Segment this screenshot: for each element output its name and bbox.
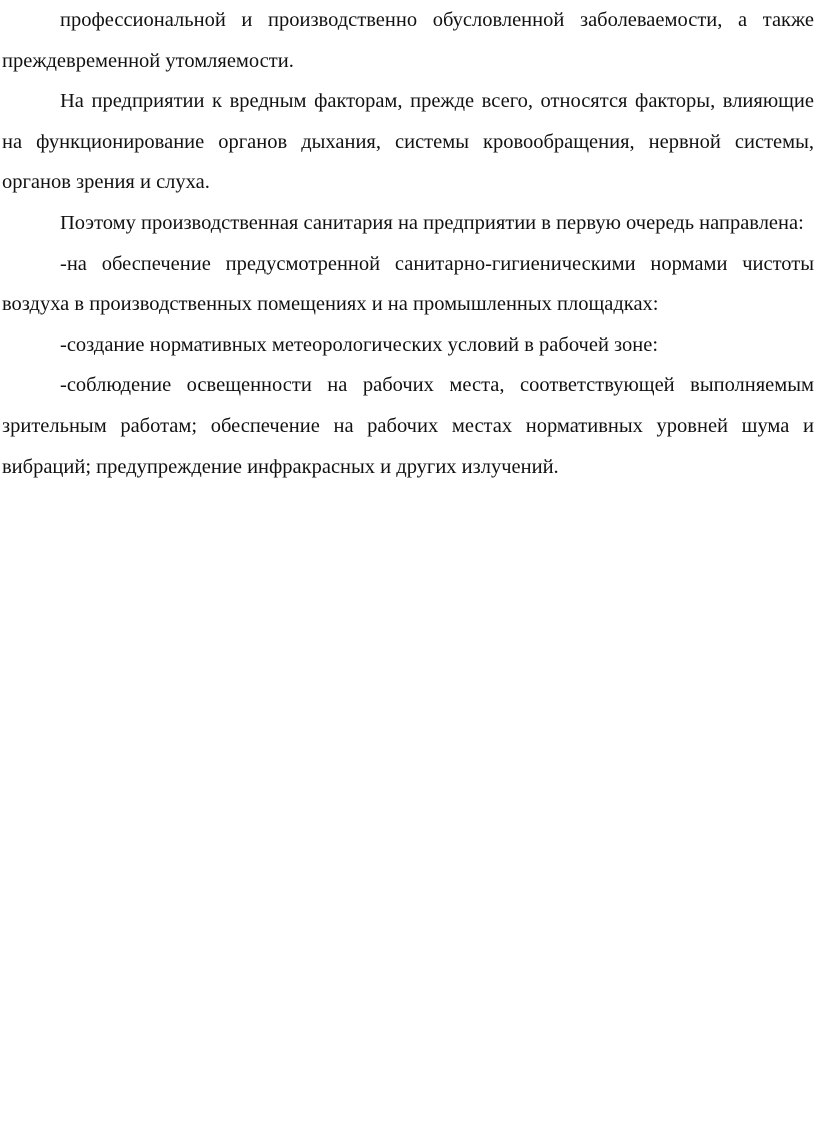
paragraph-harmful-factors: На предприятии к вредным факторам, прежде всего, относятся факторы, влияющие на функционирование органов дыхания, системы кровообращения, нервной системы, органов зрения и слуха. <box>2 90 814 194</box>
list-item-lighting-noise-radiation: -соблюдение освещенности на рабочих места, соответствующей выполняемым зрительным работам; обеспечение на рабочих местах нормативных уровней шума и вибраций; предупреждение инфракрасных и других излучений. <box>2 374 814 478</box>
document-body <box>2 0 814 487</box>
paragraph-sanitation-aim: Поэтому производственная санитария на предприятии в первую очередь направлена: <box>60 211 804 234</box>
list-item-air-cleanliness: -на обеспечение предусмотренной санитарно-гигиеническими нормами чистоты воздуха в производственных помещениях и на промышленных площадках: <box>2 252 814 316</box>
list-item-meteorological-conditions: -создание нормативных метеорологических условий в рабочей зоне: <box>60 333 659 356</box>
paragraph-continuation: профессиональной и производственно обусловленной заболеваемости, а также преждевременной утомляемости. <box>2 9 814 72</box>
